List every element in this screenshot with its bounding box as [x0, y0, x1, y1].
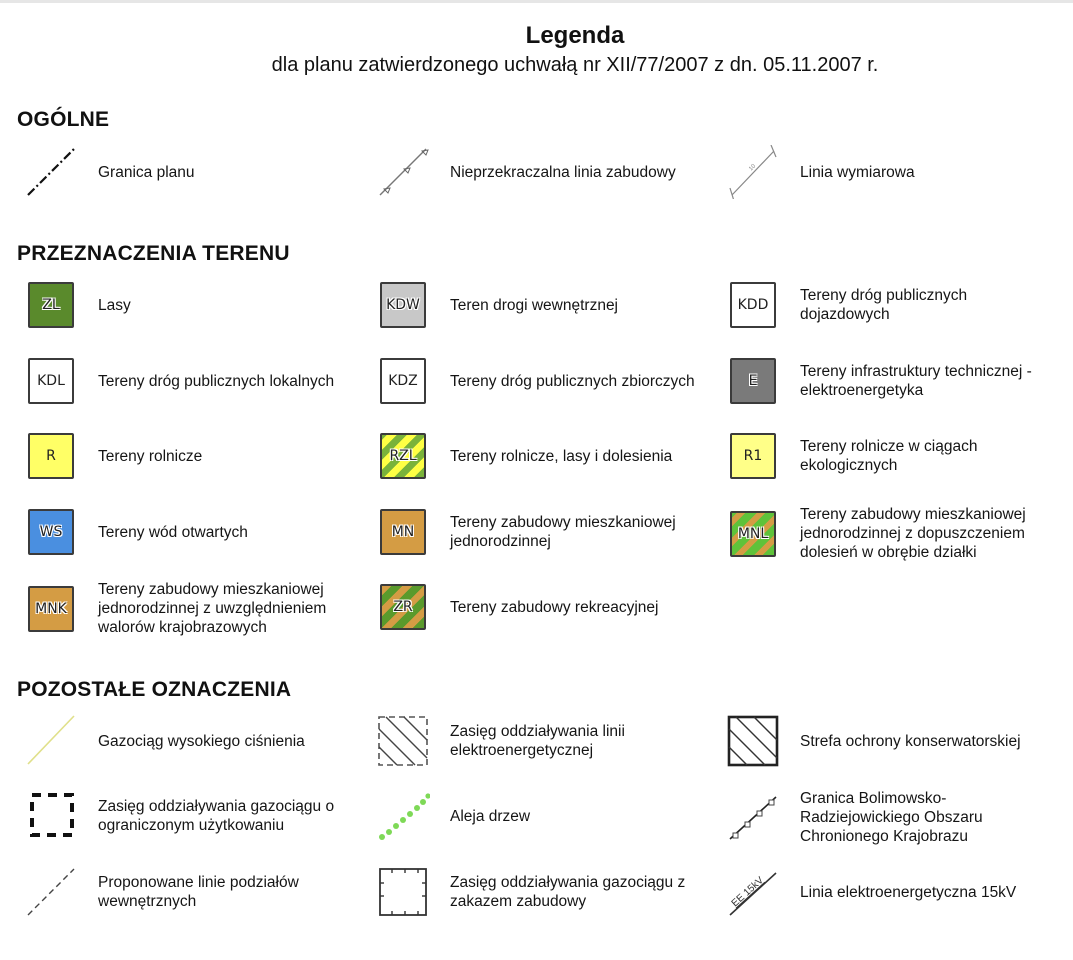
legend-label: Zasięg oddziaływania gazociągu z zakazem zabudowy — [450, 874, 686, 910]
legend-label: Teren drogi wewnętrznej — [450, 296, 619, 314]
legend-subtitle: dla planu zatwierdzonego uchwałą nr XII/77/2007 z dn. 05.11.2007 r. — [271, 54, 879, 76]
legend-item-kdl — [0, 354, 334, 408]
dash-dot-line-icon — [24, 145, 78, 199]
section-title-general: OGÓLNE — [17, 108, 110, 131]
legend-item-dimension-line — [702, 145, 915, 199]
power-line-15kv-icon — [726, 865, 780, 919]
legend-label: Granica planu — [98, 163, 195, 181]
legend-label: Tereny dróg publicznych lokalnych — [98, 372, 335, 390]
zl-swatch: ZL — [28, 282, 74, 328]
svg-text:10: 10 — [748, 163, 758, 173]
legend-label: Tereny rolnicze — [98, 447, 203, 465]
gas-restricted-zone-icon — [24, 789, 78, 843]
legend-label: Tereny dróg publicznych zbiorczych — [450, 372, 695, 390]
legend-label: Tereny infrastruktury technicznej - elektroenergetyka — [800, 363, 1032, 399]
legend-item-mn — [352, 505, 720, 559]
kdd-swatch: KDD — [730, 282, 776, 328]
e-swatch: E — [730, 358, 776, 404]
zr-swatch: ZR — [380, 584, 426, 630]
legend-item-building-line — [352, 145, 676, 199]
section-title-land-use: PRZEZNACZENIA TERENU — [17, 242, 290, 265]
svg-text:EE 15kV: EE 15kV — [729, 875, 766, 910]
legend-item-e — [702, 354, 1060, 408]
legend-label: Tereny rolnicze w ciągach ekologicznych — [800, 438, 978, 474]
r1-swatch: R1 — [730, 433, 776, 479]
legend-item-ws — [0, 505, 248, 559]
legend-item-mnl — [702, 505, 1060, 562]
gas-no-build-zone-icon — [376, 865, 430, 919]
mnk-swatch: MNK — [28, 586, 74, 632]
building-line-triangles-icon — [376, 145, 430, 199]
kdw-swatch: KDW — [380, 282, 426, 328]
landscape-area-boundary-icon — [726, 791, 780, 845]
mnl-swatch: MNL — [730, 511, 776, 557]
legend-label: Zasięg oddziaływania linii elektroenergetycznej — [450, 723, 625, 759]
legend-item-tree-alley — [352, 789, 530, 843]
legend-item-rzl — [352, 429, 672, 483]
legend-label: Tereny dróg publicznych dojazdowych — [800, 287, 968, 323]
legend-label: Tereny zabudowy mieszkaniowej jednorodzinnej — [450, 514, 676, 550]
high-pressure-gas-line-icon — [24, 714, 78, 768]
legend-label: Linia elektroenergetyczna 15kV — [800, 883, 1017, 901]
legend-item-gas-no-build-zone — [352, 865, 720, 919]
r-swatch: R — [28, 433, 74, 479]
legend-label: Lasy — [98, 296, 131, 314]
legend-item-proposed-division — [0, 865, 328, 919]
legend-title: Legenda — [525, 22, 625, 49]
top-divider — [0, 0, 1073, 3]
legend-label: Tereny zabudowy rekreacyjnej — [450, 598, 659, 616]
legend-item-kdd — [702, 278, 1020, 332]
legend-item-zl — [0, 278, 131, 332]
legend-label: Tereny zabudowy mieszkaniowej jednorodzinnej z dopuszczeniem dolesień w obrębie działki — [800, 506, 1026, 561]
rzl-swatch: RZL — [380, 433, 426, 479]
tree-alley-icon — [376, 789, 430, 843]
legend-label: Tereny rolnicze, lasy i dolesienia — [450, 447, 673, 465]
legend-item-gas-restricted-zone — [0, 789, 358, 843]
kdz-swatch: KDZ — [380, 358, 426, 404]
legend-item-power-line-15kv — [702, 865, 1016, 919]
legend-label: Proponowane linie podziałów wewnętrznych — [98, 874, 299, 910]
mn-swatch: MN — [380, 509, 426, 555]
legend-item-kdw — [352, 278, 618, 332]
legend-item-r — [0, 429, 202, 483]
legend-item-conservation-zone — [702, 714, 1021, 768]
legend-label: Aleja drzew — [450, 807, 531, 825]
legend-item-gas-pipeline — [0, 714, 305, 768]
conservation-zone-hatch-icon — [726, 714, 780, 768]
legend-label: Nieprzekraczalna linia zabudowy — [450, 163, 676, 181]
dimension-line-icon — [726, 145, 780, 199]
legend-label: Tereny zabudowy mieszkaniowej jednorodzinnej z uwzględnieniem walorów krajobrazowych — [98, 581, 327, 636]
legend-label: Tereny wód otwartych — [98, 523, 248, 541]
legend-item-mnk — [0, 580, 363, 637]
legend-label: Granica Bolimowsko-Radziejowickiego Obszaru Chronionego Krajobrazu — [800, 790, 983, 845]
ws-swatch: WS — [28, 509, 74, 555]
kdl-swatch: KDL — [28, 358, 74, 404]
legend-label: Gazociąg wysokiego ciśnienia — [98, 732, 305, 750]
legend-label: Strefa ochrony konserwatorskiej — [800, 732, 1021, 750]
legend-item-kdz — [352, 354, 695, 408]
legend-item-power-line-zone — [352, 714, 690, 768]
proposed-division-line-icon — [24, 865, 78, 919]
power-line-zone-hatch-icon — [376, 714, 430, 768]
legend-item-zr — [352, 580, 659, 634]
legend-item-plan-boundary — [0, 145, 195, 199]
legend-item-landscape-boundary — [702, 789, 1020, 846]
legend-label: Linia wymiarowa — [800, 163, 915, 181]
legend-item-r1 — [702, 429, 1020, 483]
legend-label: Zasięg oddziaływania gazociągu o ograniczonym użytkowaniu — [98, 798, 335, 834]
section-title-other: POZOSTAŁE OZNACZENIA — [17, 678, 292, 701]
